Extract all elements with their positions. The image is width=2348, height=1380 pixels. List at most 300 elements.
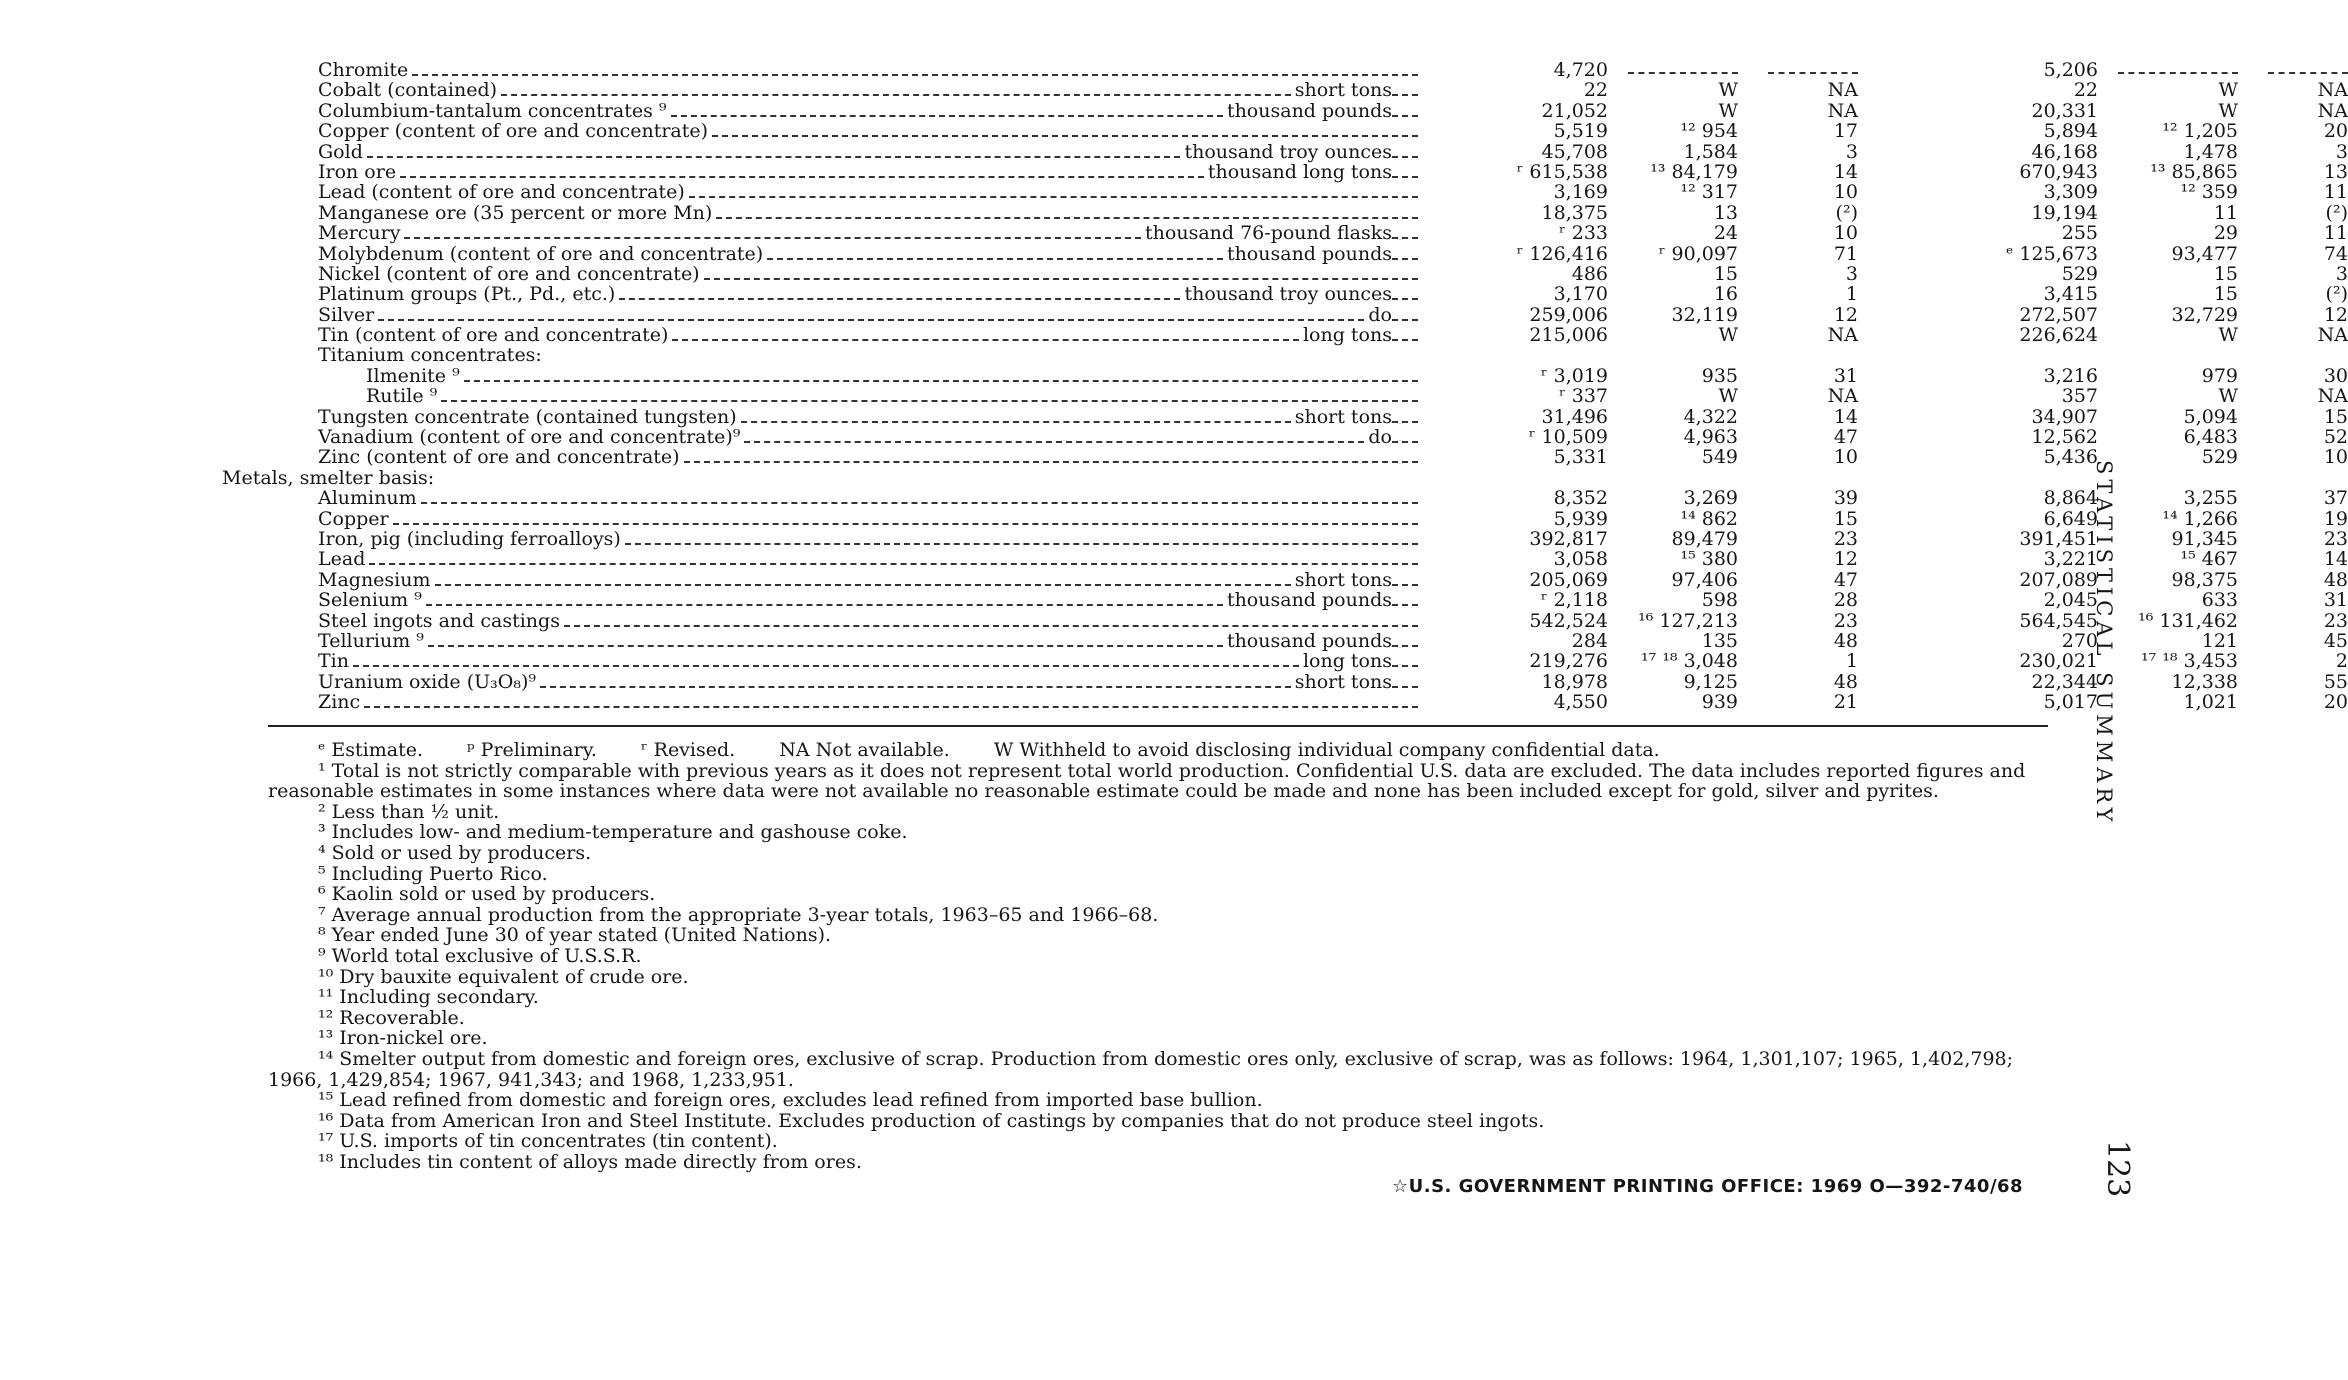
row-label bbox=[318, 549, 1418, 569]
value-cell: 219,276 bbox=[1529, 650, 1608, 673]
footnote-10: ¹⁰ Dry bauxite equivalent of crude ore. bbox=[318, 965, 689, 988]
value-cell: 13 bbox=[2323, 160, 2348, 183]
value-cell: 52 bbox=[2323, 426, 2348, 449]
value-cell: ¹² 1,205 bbox=[2162, 120, 2238, 143]
leader-dots bbox=[540, 672, 1291, 688]
value-cell: 15 bbox=[1713, 262, 1738, 285]
row-unit: short tons bbox=[1294, 670, 1392, 693]
value-cell: 3 bbox=[1845, 140, 1858, 163]
row-label-text: Aluminum bbox=[318, 487, 417, 510]
value-cell: ¹⁵ 467 bbox=[2180, 548, 2238, 571]
value-cell: 5,939 bbox=[1553, 507, 1608, 530]
value-cell: 272,507 bbox=[2019, 303, 2098, 326]
leader-dots bbox=[367, 142, 1181, 158]
value-cell: 1,584 bbox=[1683, 140, 1738, 163]
value-cell: 24 bbox=[1713, 222, 1738, 245]
value-cell: 23 bbox=[1833, 609, 1858, 632]
leader-dots bbox=[428, 631, 1223, 647]
value-cell: 47 bbox=[1833, 568, 1858, 591]
table-row bbox=[268, 79, 2348, 102]
row-label bbox=[318, 407, 1418, 427]
row-label-text: Rutile ⁹ bbox=[366, 385, 438, 408]
value-cell: 31 bbox=[1833, 364, 1858, 387]
value-cell: 357 bbox=[2061, 385, 2098, 408]
value-cell: 6,483 bbox=[2183, 426, 2238, 449]
value-cell: 529 bbox=[2061, 262, 2098, 285]
value-cell: 255 bbox=[2061, 222, 2098, 245]
value-cell: ¹³ 84,179 bbox=[1650, 160, 1738, 183]
value-cell: 39 bbox=[1833, 487, 1858, 510]
table-row bbox=[268, 303, 2348, 326]
table-row bbox=[268, 222, 2348, 245]
empty-cell-dash bbox=[1608, 60, 1738, 74]
legend-revised: ʳ Revised. bbox=[641, 739, 736, 761]
table-row bbox=[268, 629, 2348, 652]
row-label bbox=[318, 611, 1418, 631]
value-cell: 55 bbox=[2323, 670, 2348, 693]
value-cell: 935 bbox=[1701, 364, 1738, 387]
row-label-text: Columbium-tantalum concentrates ⁹ bbox=[318, 99, 667, 122]
value-cell: ¹⁵ 380 bbox=[1680, 548, 1738, 571]
value-cell: 21,052 bbox=[1541, 99, 1608, 122]
row-label-text: Selenium ⁹ bbox=[318, 589, 422, 612]
table-row bbox=[268, 181, 2348, 204]
value-cell: 71 bbox=[1833, 242, 1858, 265]
row-label-text: Steel ingots and castings bbox=[318, 609, 560, 632]
value-cell: ¹² 359 bbox=[2180, 181, 2238, 204]
table-row bbox=[268, 99, 2348, 122]
table-row bbox=[268, 670, 2348, 693]
value-cell: ¹⁶ 127,213 bbox=[1638, 609, 1738, 632]
footnote-3: ³ Includes low- and medium-temperature and gashouse coke. bbox=[318, 821, 908, 844]
legend-preliminary: ᵖ Preliminary. bbox=[467, 739, 597, 761]
row-label-text: Tin (content of ore and concentrate) bbox=[318, 324, 669, 347]
value-cell: 31,496 bbox=[1541, 405, 1608, 428]
value-cell: 10 bbox=[1833, 446, 1858, 469]
value-cell: 12 bbox=[1833, 548, 1858, 571]
value-cell: 5,519 bbox=[1553, 120, 1608, 143]
value-cell: (²) bbox=[2325, 201, 2348, 224]
row-label-text: Copper bbox=[318, 507, 389, 530]
table-row bbox=[268, 242, 2348, 265]
row-unit: thousand 76-pound flasks bbox=[1145, 222, 1392, 245]
footnote-13: ¹³ Iron-nickel ore. bbox=[318, 1027, 488, 1050]
empty-cell-dash bbox=[1748, 60, 1858, 74]
value-cell: (²) bbox=[1835, 201, 1858, 224]
row-label bbox=[318, 447, 1418, 467]
value-cell: 10 bbox=[1833, 181, 1858, 204]
row-label-text: Titanium concentrates: bbox=[318, 344, 542, 367]
value-cell: 23 bbox=[1833, 527, 1858, 550]
value-cell: ʳ 233 bbox=[1559, 222, 1608, 245]
value-cell: 598 bbox=[1701, 589, 1738, 612]
value-cell: 11 bbox=[2323, 181, 2348, 204]
value-cell: W bbox=[2218, 385, 2238, 408]
value-cell: 3 bbox=[1845, 262, 1858, 285]
value-cell: 45 bbox=[2323, 629, 2348, 652]
leader-dots bbox=[501, 80, 1291, 96]
row-label-text: Lead (content of ore and concentrate) bbox=[318, 181, 685, 204]
value-cell: 979 bbox=[2201, 364, 2238, 387]
table-row bbox=[268, 59, 2098, 81]
value-cell: 5,206 bbox=[2043, 59, 2098, 81]
value-cell: 28 bbox=[1833, 589, 1858, 612]
table-row bbox=[268, 201, 2348, 224]
value-cell: 20,331 bbox=[2031, 99, 2098, 122]
value-cell: 3,415 bbox=[2043, 283, 2098, 306]
value-cell: ʳ 10,509 bbox=[1528, 426, 1608, 449]
value-cell: 3 bbox=[2335, 262, 2348, 285]
row-label bbox=[318, 488, 1418, 508]
leader-dots bbox=[684, 447, 1418, 463]
value-cell: 45,708 bbox=[1541, 140, 1608, 163]
value-cell: 48 bbox=[2323, 568, 2348, 591]
row-unit: long tons bbox=[1302, 650, 1392, 673]
row-label bbox=[318, 631, 1418, 651]
footnote-11: ¹¹ Including secondary. bbox=[318, 986, 539, 1009]
value-cell: 10 bbox=[1833, 222, 1858, 245]
row-unit: do bbox=[1368, 303, 1392, 326]
leader-dots bbox=[441, 386, 1418, 402]
value-cell: 564,545 bbox=[2019, 609, 2098, 632]
value-cell: ¹⁴ 862 bbox=[1680, 507, 1738, 530]
value-cell: 20 bbox=[2323, 691, 2348, 714]
value-cell: 91,345 bbox=[2171, 527, 2238, 550]
row-unit: long tons bbox=[1302, 324, 1392, 347]
value-cell: ¹⁷ ¹⁸ 3,048 bbox=[1641, 650, 1738, 673]
footnote-6: ⁶ Kaolin sold or used by producers. bbox=[318, 883, 656, 906]
table-row bbox=[268, 691, 2348, 714]
value-cell: 542,524 bbox=[1529, 609, 1608, 632]
table-row bbox=[268, 345, 2048, 365]
table-row bbox=[268, 283, 2348, 306]
leader-dots bbox=[378, 305, 1364, 321]
value-cell: 18,978 bbox=[1541, 670, 1608, 693]
value-cell: NA bbox=[2317, 79, 2348, 102]
value-cell: NA bbox=[2317, 324, 2348, 347]
value-cell: NA bbox=[2317, 385, 2348, 408]
table-row bbox=[268, 527, 2348, 550]
value-cell: 8,352 bbox=[1553, 487, 1608, 510]
value-cell: 259,006 bbox=[1529, 303, 1608, 326]
value-cell: 9,125 bbox=[1683, 670, 1738, 693]
value-cell: NA bbox=[1827, 99, 1858, 122]
leader-dots bbox=[564, 611, 1418, 627]
value-cell: ¹³ 85,865 bbox=[2150, 160, 2238, 183]
value-cell: 1 bbox=[1845, 283, 1858, 306]
value-cell: 226,624 bbox=[2019, 324, 2098, 347]
leader-dots bbox=[426, 590, 1223, 606]
value-cell: 29 bbox=[2213, 222, 2238, 245]
table-row bbox=[268, 405, 2348, 428]
value-cell: 19 bbox=[2323, 507, 2348, 530]
value-cell: 3,255 bbox=[2183, 487, 2238, 510]
value-cell: 23 bbox=[2323, 609, 2348, 632]
value-cell: 205,069 bbox=[1529, 568, 1608, 591]
value-cell: 37 bbox=[2323, 487, 2348, 510]
footnote-2: ² Less than ½ unit. bbox=[318, 800, 500, 823]
value-cell: ʳ 90,097 bbox=[1658, 242, 1738, 265]
value-cell: 46,168 bbox=[2031, 140, 2098, 163]
table-row bbox=[268, 324, 2348, 347]
table-row bbox=[268, 426, 2348, 449]
dash-line bbox=[1628, 60, 1738, 74]
footnote-9: ⁹ World total exclusive of U.S.S.R. bbox=[318, 944, 642, 967]
row-label bbox=[318, 142, 1418, 162]
dash-line bbox=[2268, 60, 2348, 74]
leader-dots bbox=[369, 549, 1418, 565]
value-cell: 5,017 bbox=[2043, 691, 2098, 714]
row-label bbox=[318, 529, 1418, 549]
footnote-7: ⁷ Average annual production from the appropriate 3-year totals, 1963–65 and 1966–68. bbox=[318, 903, 1159, 926]
value-cell: NA bbox=[2317, 99, 2348, 122]
row-label-text: Vanadium (content of ore and concentrate)⁹ bbox=[318, 426, 741, 449]
value-cell: 1,021 bbox=[2183, 691, 2238, 714]
row-label-text: Platinum groups (Pt., Pd., etc.) bbox=[318, 283, 616, 306]
leader-dots bbox=[716, 203, 1418, 219]
value-cell: 10 bbox=[2323, 446, 2348, 469]
value-cell: 529 bbox=[2201, 446, 2238, 469]
row-label bbox=[366, 386, 1418, 406]
footnote-5: ⁵ Including Puerto Rico. bbox=[318, 862, 548, 885]
leader-dots bbox=[364, 692, 1418, 708]
value-cell: 1,478 bbox=[2183, 140, 2238, 163]
leader-dots bbox=[741, 407, 1291, 423]
row-unit: thousand pounds bbox=[1226, 99, 1392, 122]
leader-dots bbox=[400, 162, 1204, 178]
value-cell: 549 bbox=[1701, 446, 1738, 469]
value-cell: 22 bbox=[1583, 79, 1608, 102]
value-cell: 4,550 bbox=[1553, 691, 1608, 714]
leader-dots bbox=[435, 570, 1291, 586]
row-label bbox=[366, 366, 1418, 386]
value-cell: 3,221 bbox=[2043, 548, 2098, 571]
table-row bbox=[268, 140, 2348, 163]
row-label bbox=[318, 692, 1418, 712]
row-label-text: Iron, pig (including ferroalloys) bbox=[318, 527, 621, 550]
value-cell: 14 bbox=[1833, 405, 1858, 428]
value-cell: 20 bbox=[2323, 120, 2348, 143]
value-cell: 14 bbox=[2323, 548, 2348, 571]
value-cell: 15 bbox=[1833, 507, 1858, 530]
value-cell: 15 bbox=[2323, 405, 2348, 428]
value-cell: ¹² 317 bbox=[1680, 181, 1738, 204]
value-cell: 5,331 bbox=[1553, 446, 1608, 469]
row-unit: short tons bbox=[1294, 405, 1392, 428]
row-label bbox=[318, 345, 1418, 365]
value-cell: 48 bbox=[1833, 629, 1858, 652]
value-cell: 18,375 bbox=[1541, 201, 1608, 224]
value-cell: 3,058 bbox=[1553, 548, 1608, 571]
value-cell: 6,649 bbox=[2043, 507, 2098, 530]
row-label-text: Silver bbox=[318, 303, 375, 326]
row-label bbox=[318, 427, 1418, 447]
table-row bbox=[268, 589, 2348, 612]
row-label-text: Ilmenite ⁹ bbox=[366, 364, 460, 387]
row-label bbox=[318, 121, 1418, 141]
value-cell: ʳ 337 bbox=[1559, 385, 1608, 408]
footnote-15: ¹⁵ Lead refined from domestic and foreign ores, excludes lead refined from imported base bullion. bbox=[318, 1089, 1263, 1112]
leader-dots bbox=[672, 325, 1299, 341]
value-cell: 392,817 bbox=[1529, 527, 1608, 550]
value-cell: 74 bbox=[2323, 242, 2348, 265]
leader-dots bbox=[712, 121, 1418, 137]
value-cell: ʳ 126,416 bbox=[1516, 242, 1608, 265]
printer-imprint: ☆U.S. GOVERNMENT PRINTING OFFICE: 1969 O—392-740/68 bbox=[1392, 1176, 2024, 1197]
value-cell: 215,006 bbox=[1529, 324, 1608, 347]
page-number: 123 bbox=[2100, 1140, 2135, 1198]
footnote-8: ⁸ Year ended June 30 of year stated (United Nations). bbox=[318, 924, 832, 947]
value-cell: W bbox=[1718, 79, 1738, 102]
legend-line bbox=[268, 740, 2068, 761]
footnote-14: ¹⁴ Smelter output from domestic and foreign ores, exclusive of scrap. Production from domestic ores only, exclusive of scrap, was as follows: 1964, 1,301,107; 1965, 1,402,798; 1966, 1,429,854; 1967, 941,343; and 1968, 1,233,951. bbox=[268, 1047, 2014, 1091]
row-label bbox=[318, 325, 1418, 345]
row-label bbox=[318, 305, 1418, 325]
value-cell: 30 bbox=[2323, 364, 2348, 387]
value-cell: 121 bbox=[2201, 629, 2238, 652]
row-label-text: Zinc (content of ore and concentrate) bbox=[318, 446, 680, 469]
row-label bbox=[318, 284, 1418, 304]
value-cell: 3,169 bbox=[1553, 181, 1608, 204]
value-cell: ᵉ 125,673 bbox=[2006, 242, 2098, 265]
value-cell: 2 bbox=[2335, 650, 2348, 673]
footnote-1: ¹ Total is not strictly comparable with previous years as it does not represent total world production. Confidential U.S. data are excluded. The data includes reported figures and reasonable estimates in some instances where data were not available no reasonable estimate could be made and none has been included except for gold, silver and pyrites. bbox=[268, 759, 2026, 803]
leader-dots bbox=[421, 488, 1418, 504]
value-cell: 939 bbox=[1701, 691, 1738, 714]
value-cell: 391,451 bbox=[2019, 527, 2098, 550]
value-cell: 12 bbox=[2323, 303, 2348, 326]
value-cell: W bbox=[2218, 324, 2238, 347]
row-label-text: Tungsten concentrate (contained tungsten) bbox=[318, 405, 737, 428]
value-cell: NA bbox=[1827, 385, 1858, 408]
value-cell: 15 bbox=[2213, 283, 2238, 306]
value-cell: 633 bbox=[2201, 589, 2238, 612]
value-cell: 3 bbox=[2335, 140, 2348, 163]
value-cell: 13 bbox=[1713, 201, 1738, 224]
leader-dots bbox=[625, 529, 1418, 545]
leader-dots bbox=[671, 101, 1223, 117]
table-row bbox=[268, 487, 2348, 510]
table-row bbox=[268, 385, 2348, 408]
leader-dots bbox=[744, 427, 1364, 443]
value-cell: 93,477 bbox=[2171, 242, 2238, 265]
value-cell: 97,406 bbox=[1671, 568, 1738, 591]
row-label bbox=[318, 60, 1418, 80]
row-unit: thousand pounds bbox=[1226, 589, 1392, 612]
row-label bbox=[318, 590, 1418, 610]
value-cell: 23 bbox=[2323, 527, 2348, 550]
row-label-text: Tin bbox=[318, 650, 349, 673]
value-cell: W bbox=[2218, 99, 2238, 122]
row-label bbox=[318, 101, 1418, 121]
value-cell: 5,094 bbox=[2183, 405, 2238, 428]
footnote-16: ¹⁶ Data from American Iron and Steel Institute. Excludes production of castings by companies that do not produce steel ingots. bbox=[318, 1109, 1545, 1132]
value-cell: 4,963 bbox=[1683, 426, 1738, 449]
leader-dots bbox=[704, 264, 1418, 280]
value-cell: 17 bbox=[1833, 120, 1858, 143]
value-cell: 15 bbox=[2213, 262, 2238, 285]
value-cell: 1 bbox=[1845, 650, 1858, 673]
value-cell: 89,479 bbox=[1671, 527, 1738, 550]
row-label-text: Molybdenum (content of ore and concentrate) bbox=[318, 242, 764, 265]
row-label-text: Copper (content of ore and concentrate) bbox=[318, 120, 709, 143]
table-row bbox=[268, 160, 2348, 183]
value-cell: ¹⁴ 1,266 bbox=[2162, 507, 2238, 530]
table-row bbox=[268, 650, 2348, 673]
table-row bbox=[268, 568, 2348, 591]
value-cell: 8,864 bbox=[2043, 487, 2098, 510]
row-label bbox=[318, 162, 1418, 182]
footnote-17: ¹⁷ U.S. imports of tin concentrates (tin content). bbox=[318, 1130, 778, 1153]
footnote-12: ¹² Recoverable. bbox=[318, 1006, 465, 1029]
running-head: STATISTICAL SUMMARY bbox=[2092, 460, 2116, 827]
value-cell: 22 bbox=[2073, 79, 2098, 102]
dash-line bbox=[1768, 60, 1858, 74]
value-cell: 48 bbox=[1833, 670, 1858, 693]
leader-dots bbox=[412, 60, 1418, 76]
row-unit: thousand pounds bbox=[1226, 629, 1392, 652]
row-label bbox=[318, 651, 1418, 671]
value-cell: ʳ 2,118 bbox=[1540, 589, 1608, 612]
value-cell: 19,194 bbox=[2031, 201, 2098, 224]
row-label bbox=[318, 203, 1418, 223]
value-cell: 32,729 bbox=[2171, 303, 2238, 326]
row-label-text: Mercury bbox=[318, 222, 401, 245]
value-cell: ʳ 3,019 bbox=[1540, 364, 1608, 387]
row-label bbox=[318, 672, 1418, 692]
leader-dots bbox=[353, 651, 1299, 667]
value-cell: 5,894 bbox=[2043, 120, 2098, 143]
row-unit: thousand pounds bbox=[1226, 242, 1392, 265]
empty-cell-dash bbox=[2098, 60, 2238, 74]
value-cell: 3,269 bbox=[1683, 487, 1738, 510]
value-cell: 3,216 bbox=[2043, 364, 2098, 387]
value-cell: 14 bbox=[1833, 160, 1858, 183]
footnotes bbox=[268, 740, 2068, 1172]
row-label-text: Zinc bbox=[318, 691, 361, 714]
row-label-text: Chromite bbox=[318, 59, 409, 81]
leader-dots bbox=[393, 509, 1418, 525]
table-row bbox=[268, 548, 2348, 571]
value-cell: 16 bbox=[1713, 283, 1738, 306]
value-cell: 4,720 bbox=[1553, 59, 1608, 81]
value-cell: 98,375 bbox=[2171, 568, 2238, 591]
value-cell: ¹⁶ 131,462 bbox=[2138, 609, 2238, 632]
value-cell: (²) bbox=[2325, 283, 2348, 306]
leader-dots bbox=[767, 244, 1223, 260]
dash-line bbox=[2118, 60, 2238, 74]
empty-cell-dash bbox=[2248, 60, 2348, 74]
legend-not-available: NA Not available. bbox=[779, 739, 950, 761]
legend-estimate: ᵉ Estimate. bbox=[318, 739, 423, 761]
row-label-text: Cobalt (contained) bbox=[318, 79, 498, 102]
value-cell: ¹² 954 bbox=[1680, 120, 1738, 143]
table-row bbox=[268, 262, 2348, 285]
value-cell: 11 bbox=[2323, 222, 2348, 245]
value-cell: 32,119 bbox=[1671, 303, 1738, 326]
value-cell: 31 bbox=[2323, 589, 2348, 612]
value-cell: 207,089 bbox=[2019, 568, 2098, 591]
value-cell: 284 bbox=[1571, 629, 1608, 652]
value-cell: ʳ 615,538 bbox=[1516, 160, 1608, 183]
row-label-text: Nickel (content of ore and concentrate) bbox=[318, 262, 700, 285]
value-cell: 230,021 bbox=[2019, 650, 2098, 673]
row-label-text: Tellurium ⁹ bbox=[318, 629, 424, 652]
value-cell: 486 bbox=[1571, 262, 1608, 285]
value-cell: 670,943 bbox=[2019, 160, 2098, 183]
value-cell: 21 bbox=[1833, 691, 1858, 714]
row-label bbox=[318, 182, 1418, 202]
